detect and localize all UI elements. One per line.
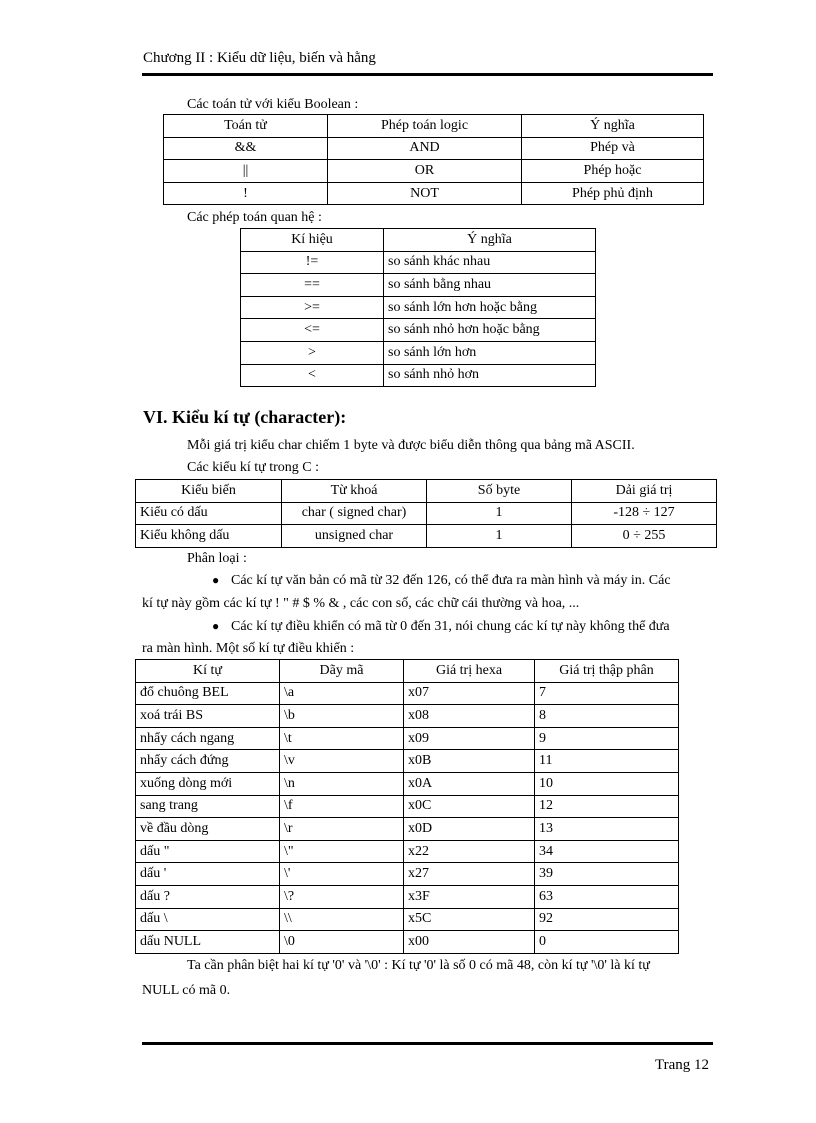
table-cell: 63 [535, 885, 679, 908]
table-cell: xoá trái BS [136, 705, 280, 728]
table-cell: x0D [404, 818, 535, 841]
table-cell: 9 [535, 727, 679, 750]
table-cell: Kiểu không dấu [136, 525, 282, 548]
char-types-caption: Các kiểu kí tự trong C : [187, 460, 320, 475]
note-line-1: Ta cần phân biệt hai kí tự '0' và '\0' : Kí tự '0' là số 0 có mã 48, còn kí tự '\0' là kí tự [187, 958, 650, 973]
note-line-2: NULL có mã 0. [142, 983, 231, 998]
table-row [136, 682, 679, 705]
table-cell: 12 [535, 795, 679, 818]
column-header: Kí tự [136, 660, 280, 683]
table-cell: != [241, 251, 384, 274]
table-row [164, 160, 704, 183]
table-cell: \t [280, 727, 404, 750]
table-cell: dấu \ [136, 908, 280, 931]
table-cell: \r [280, 818, 404, 841]
table-cell: 1 [427, 525, 572, 548]
bullet-2-marker: ● [212, 619, 220, 633]
table-cell: Phép hoặc [522, 160, 704, 183]
table-cell: \\ [280, 908, 404, 931]
boolean-caption: Các toán tử với kiểu Boolean : [187, 97, 359, 112]
table-cell: 92 [535, 908, 679, 931]
table-row [241, 319, 596, 342]
table-cell: nhẩy cách ngang [136, 727, 280, 750]
table-cell: 0 ÷ 255 [572, 525, 717, 548]
table-cell: x0C [404, 795, 535, 818]
boolean-table [163, 114, 704, 205]
table-cell: x08 [404, 705, 535, 728]
table-cell: x00 [404, 931, 535, 954]
bullet-2-line-2: ra màn hình. Một số kí tự điều khiển : [142, 641, 355, 656]
table-row [136, 795, 679, 818]
bullet-2-line-1: Các kí tự điều khiển có mã từ 0 đến 31, nói chung các kí tự này không thể đưa [231, 619, 670, 634]
table-row [136, 502, 717, 525]
table-cell: 1 [427, 502, 572, 525]
table-cell: dấu ? [136, 885, 280, 908]
table-cell: x5C [404, 908, 535, 931]
table-row [241, 274, 596, 297]
table-cell: x0A [404, 772, 535, 795]
header-divider [142, 73, 713, 76]
page-number: Trang 12 [655, 1057, 710, 1073]
bullet-1-marker: ● [212, 573, 220, 587]
table-cell: char ( signed char) [282, 502, 427, 525]
section-intro: Mỗi giá trị kiểu char chiếm 1 byte và được biểu diễn thông qua bảng mã ASCII. [187, 438, 635, 453]
table-row [136, 750, 679, 773]
table-cell: OR [328, 160, 522, 183]
column-header: Từ khoá [282, 480, 427, 503]
char-types-table [135, 479, 717, 548]
table-cell: \b [280, 705, 404, 728]
table-cell: Phép và [522, 137, 704, 160]
table-row [136, 705, 679, 728]
table-cell: Kiểu có dấu [136, 502, 282, 525]
table-cell: Phép phủ định [522, 182, 704, 205]
table-header-row [136, 480, 717, 503]
table-cell: x07 [404, 682, 535, 705]
table-cell: so sánh khác nhau [384, 251, 596, 274]
table-cell: NOT [328, 182, 522, 205]
table-cell: \? [280, 885, 404, 908]
table-cell: > [241, 341, 384, 364]
table-cell: && [164, 137, 328, 160]
table-header-row [241, 229, 596, 252]
table-cell: so sánh lớn hơn [384, 341, 596, 364]
table-cell: so sánh lớn hơn hoặc bằng [384, 296, 596, 319]
table-cell: dấu ' [136, 863, 280, 886]
table-row [136, 840, 679, 863]
table-cell: || [164, 160, 328, 183]
table-cell: 8 [535, 705, 679, 728]
table-cell: đổ chuông BEL [136, 682, 280, 705]
column-header: Ý nghĩa [384, 229, 596, 252]
table-cell: dấu " [136, 840, 280, 863]
column-header: Toán tử [164, 115, 328, 138]
table-cell: x27 [404, 863, 535, 886]
table-cell: \0 [280, 931, 404, 954]
column-header: Kiểu biến [136, 480, 282, 503]
column-header: Dải giá trị [572, 480, 717, 503]
table-cell: == [241, 274, 384, 297]
table-cell: sang trang [136, 795, 280, 818]
table-cell: <= [241, 319, 384, 342]
column-header: Kí hiệu [241, 229, 384, 252]
table-cell: 11 [535, 750, 679, 773]
table-cell: \f [280, 795, 404, 818]
table-row [241, 296, 596, 319]
table-row [136, 908, 679, 931]
table-row [136, 772, 679, 795]
table-row [136, 931, 679, 954]
table-cell: nhẩy cách đứng [136, 750, 280, 773]
section-heading: VI. Kiểu kí tự (character): [143, 407, 347, 427]
table-cell: ! [164, 182, 328, 205]
table-row [136, 525, 717, 548]
table-cell: 39 [535, 863, 679, 886]
table-cell: 13 [535, 818, 679, 841]
table-cell: 0 [535, 931, 679, 954]
table-cell: 34 [535, 840, 679, 863]
table-cell: x09 [404, 727, 535, 750]
relational-caption: Các phép toán quan hệ : [187, 210, 322, 225]
table-cell: >= [241, 296, 384, 319]
table-cell: 10 [535, 772, 679, 795]
column-header: Giá trị thập phân [535, 660, 679, 683]
table-row [136, 727, 679, 750]
column-header: Số byte [427, 480, 572, 503]
table-cell: x3F [404, 885, 535, 908]
table-cell: \" [280, 840, 404, 863]
table-row [136, 863, 679, 886]
table-cell: AND [328, 137, 522, 160]
table-cell: dấu NULL [136, 931, 280, 954]
table-cell: so sánh nhỏ hơn [384, 364, 596, 387]
page-header-title: Chương II : Kiểu dữ liệu, biến và hằng [143, 50, 376, 66]
table-row [241, 251, 596, 274]
relational-table [240, 228, 596, 387]
column-header: Ý nghĩa [522, 115, 704, 138]
table-header-row [136, 660, 679, 683]
classification-label: Phân loại : [187, 551, 247, 566]
column-header: Phép toán logic [328, 115, 522, 138]
table-cell: < [241, 364, 384, 387]
column-header: Giá trị hexa [404, 660, 535, 683]
table-row [164, 137, 704, 160]
table-cell: 7 [535, 682, 679, 705]
column-header: Dãy mã [280, 660, 404, 683]
table-cell: x22 [404, 840, 535, 863]
table-row [136, 818, 679, 841]
table-row [136, 885, 679, 908]
table-row [164, 182, 704, 205]
table-cell: so sánh bằng nhau [384, 274, 596, 297]
table-row [241, 364, 596, 387]
table-cell: unsigned char [282, 525, 427, 548]
table-cell: \v [280, 750, 404, 773]
table-cell: về đầu dòng [136, 818, 280, 841]
table-cell: \n [280, 772, 404, 795]
control-chars-table [135, 659, 679, 954]
bullet-1-line-1: Các kí tự văn bản có mã từ 32 đến 126, có thể đưa ra màn hình và máy in. Các [231, 573, 671, 588]
table-row [241, 341, 596, 364]
table-cell: xuống dòng mới [136, 772, 280, 795]
table-cell: so sánh nhỏ hơn hoặc bằng [384, 319, 596, 342]
table-cell: x0B [404, 750, 535, 773]
table-cell: -128 ÷ 127 [572, 502, 717, 525]
bullet-1-line-2: kí tự này gồm các kí tự ! " # $ % & , các con số, các chữ cái thường và hoa, ... [142, 596, 580, 611]
table-cell: \a [280, 682, 404, 705]
table-header-row [164, 115, 704, 138]
footer-divider [142, 1042, 713, 1045]
table-cell: \' [280, 863, 404, 886]
